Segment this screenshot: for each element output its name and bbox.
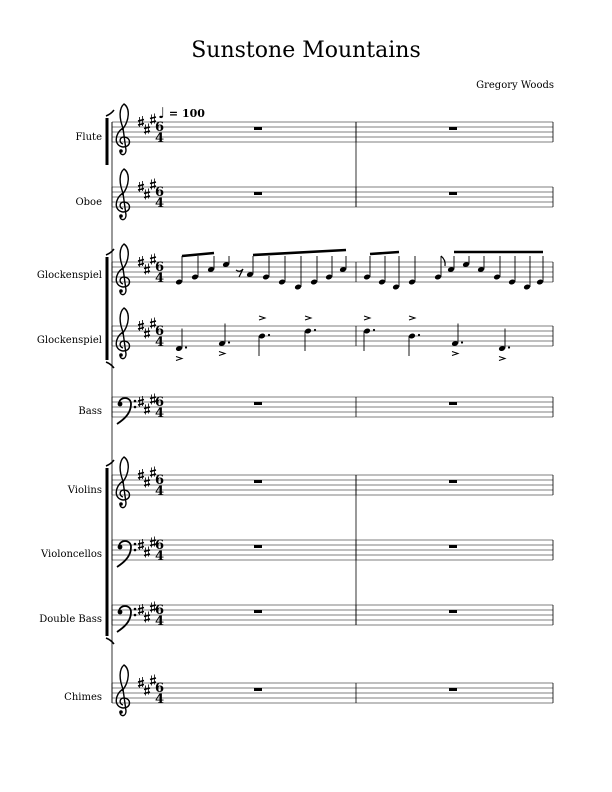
label-bass: Bass [78, 406, 102, 417]
label-flute: Flute [75, 132, 102, 143]
time-signature-top: 6 [155, 395, 165, 410]
sharp-icon [144, 547, 150, 558]
time-signature-bottom: 4 [155, 196, 165, 211]
staff-oboe [112, 169, 553, 220]
sharp-icon [138, 181, 144, 192]
whole-rest-icon [449, 688, 457, 691]
accent-icon [176, 357, 182, 361]
whole-rest-icon [449, 545, 457, 548]
treble-clef-icon [116, 244, 129, 295]
dot [314, 329, 316, 331]
sharp-icon [144, 612, 150, 623]
time-signature-top: 6 [155, 120, 165, 135]
staff-bass [112, 394, 553, 425]
accent-icon [499, 357, 505, 361]
time-signature-bottom: 4 [155, 549, 165, 564]
composer: Gregory Woods [476, 80, 554, 91]
time-signature-bottom: 4 [155, 614, 165, 629]
time-signature-top: 6 [155, 324, 165, 339]
sharp-icon [138, 469, 144, 480]
label-glockenspiel-2: Glockenspiel [36, 335, 102, 346]
whole-rest-icon [254, 545, 262, 548]
sharp-icon [144, 685, 150, 696]
treble-clef-icon [116, 665, 129, 716]
dot [508, 346, 510, 348]
treble-clef-icon [116, 104, 129, 155]
time-signature-bottom: 4 [155, 271, 165, 286]
whole-rest-icon [449, 192, 457, 195]
score-title: Sunstone Mountains [191, 38, 421, 63]
glockenspiel-dotted-quarter-notes [175, 316, 510, 361]
label-violoncellos: Violoncellos [41, 549, 102, 560]
staff-chimes [112, 665, 553, 716]
sharp-icon [138, 396, 144, 407]
sharp-icon [144, 189, 150, 200]
time-signature-top: 6 [155, 603, 165, 618]
whole-rest-icon [254, 480, 262, 483]
beam [370, 252, 399, 254]
time-signature-top: 6 [155, 473, 165, 488]
beam [182, 253, 214, 256]
label-double-bass: Double Bass [39, 614, 102, 625]
time-signature-top: 6 [155, 538, 165, 553]
label-chimes: Chimes [64, 692, 102, 703]
sharp-icon [138, 677, 144, 688]
sharp-icon [138, 256, 144, 267]
sharp-icon [144, 404, 150, 415]
treble-clef-icon [116, 457, 129, 508]
dot [185, 346, 187, 348]
whole-rest-icon [254, 610, 262, 613]
dot [268, 334, 270, 336]
staff-violins [112, 457, 553, 508]
time-signature-top: 6 [155, 185, 165, 200]
whole-rest-icon [449, 480, 457, 483]
staff-flute [112, 104, 553, 155]
sharp-icon [144, 477, 150, 488]
whole-rest-icon [449, 402, 457, 405]
tempo-value: = 100 [168, 107, 205, 120]
sharp-icon [138, 320, 144, 331]
staff-violoncellos [112, 537, 553, 568]
label-glockenspiel-1: Glockenspiel [36, 270, 102, 281]
accent-icon [409, 316, 415, 320]
time-signature-bottom: 4 [155, 406, 165, 421]
sharp-icon [138, 116, 144, 127]
accent-icon [259, 316, 265, 320]
time-signature-bottom: 4 [155, 131, 165, 146]
sharp-icon [138, 604, 144, 615]
whole-rest-icon [254, 127, 262, 130]
quarter-note-icon: ♩ [158, 104, 166, 122]
accent-icon [452, 352, 458, 356]
dot [418, 334, 420, 336]
whole-rest-icon [449, 127, 457, 130]
accent-icon [305, 316, 311, 320]
staff-double-bass [112, 602, 553, 633]
whole-rest-icon [449, 610, 457, 613]
time-signature-bottom: 4 [155, 692, 165, 707]
treble-clef-icon [116, 308, 129, 359]
eighth-rest-icon [236, 269, 243, 277]
dot [373, 329, 375, 331]
time-signature-bottom: 4 [155, 335, 165, 350]
dot [461, 341, 463, 343]
treble-clef-icon [116, 169, 129, 220]
sharp-icon [138, 539, 144, 550]
time-signature-top: 6 [155, 681, 165, 696]
accent-icon [219, 352, 225, 356]
whole-rest-icon [254, 192, 262, 195]
sharp-icon [144, 124, 150, 135]
label-oboe: Oboe [75, 197, 102, 208]
label-violins: Violins [67, 485, 102, 496]
time-signature-bottom: 4 [155, 484, 165, 499]
sharp-icon [144, 264, 150, 275]
accent-icon [364, 316, 370, 320]
whole-rest-icon [254, 688, 262, 691]
staff-glockenspiel [112, 308, 553, 359]
dot [228, 341, 230, 343]
time-signature-top: 6 [155, 260, 165, 275]
whole-rest-icon [254, 402, 262, 405]
glockenspiel-eighth-notes [175, 250, 544, 290]
beam [253, 250, 346, 255]
sharp-icon [144, 328, 150, 339]
note-flag [441, 256, 445, 266]
